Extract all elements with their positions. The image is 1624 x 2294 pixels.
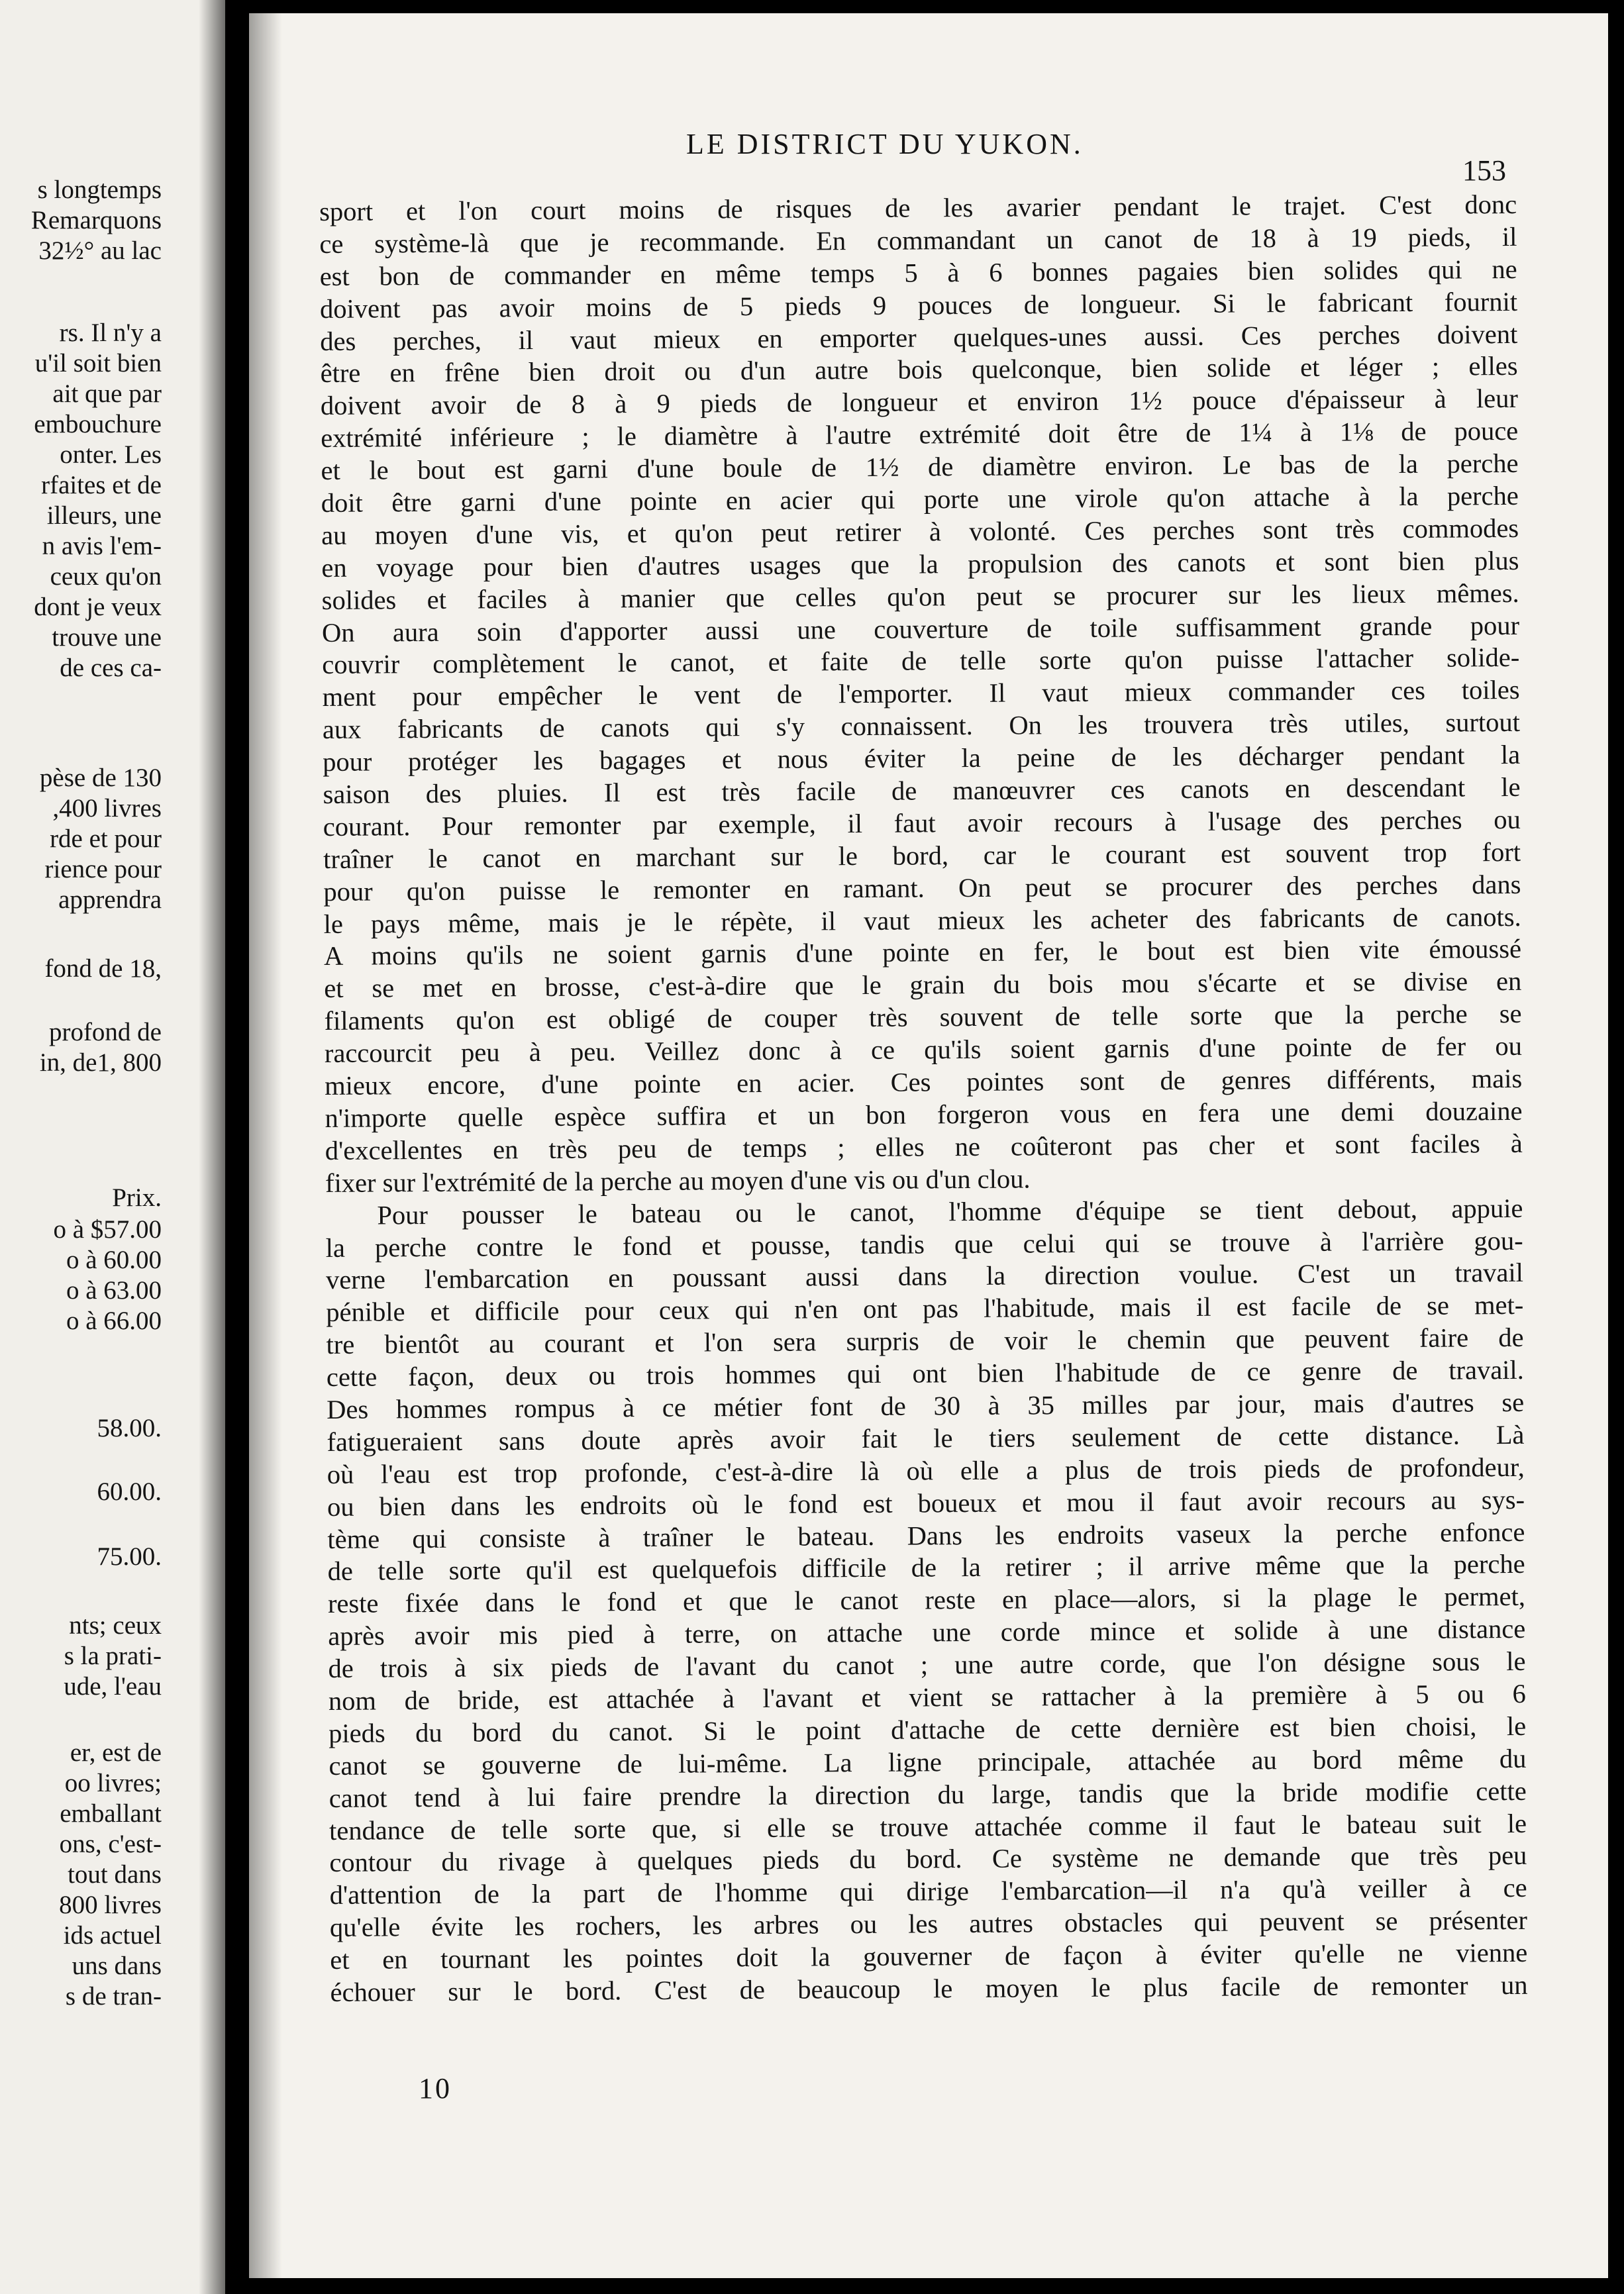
body-line: ou bien dans les endroits où le fond est boueux et mou il faut avoir recours au sys- xyxy=(327,1484,1525,1522)
body-line: Des hommes rompus à ce métier font de 30 à 35 milles par jour, mais d'autres se xyxy=(327,1387,1525,1424)
body-line: fixer sur l'extrémité de la perche au moyen d'une vis ou d'un clou. xyxy=(325,1164,1031,1198)
body-line: cette façon, deux ou trois hommes qui ont bien l'habitude de ce genre de travail. xyxy=(326,1354,1524,1393)
body-line: d'excellentes en très peu de temps ; elles ne coûteront pas cher et sont faciles à xyxy=(325,1128,1523,1166)
body-line: échouer sur le bord. C'est de beaucoup le moyen le plus facile de remonter un xyxy=(330,1970,1528,2007)
running-title: LE DISTRICT DU YUKON. xyxy=(686,128,1084,160)
body-line: la perche contre le fond et pousse, tandis que celui qui se trouve à l'arrière gou- xyxy=(325,1225,1523,1263)
body-line: nom de bride, est attachée à l'avant et vient se rattacher à la première à 5 ou 6 xyxy=(328,1678,1526,1716)
body-line: pénible et difficile pour ceux qui n'en ont pas l'habitude, mais il est facile de se met- xyxy=(326,1290,1524,1328)
body-line: en voyage pour bien d'autres usages que la propulsion des canots et sont bien plus xyxy=(321,545,1519,583)
left-page-line: tout dans xyxy=(68,1860,162,1889)
body-line: filaments qu'on est obligé de couper très souvent de telle sorte que la perche se xyxy=(324,999,1522,1036)
left-page-line: s de tran- xyxy=(65,1982,162,2011)
body-line: canot se gouverne de lui-même. La ligne principale, attachée au bord même du xyxy=(329,1743,1527,1781)
left-page-line: profond de xyxy=(48,1018,162,1046)
left-page-line: rfaites et de xyxy=(41,471,162,499)
body-line: aux fabricants de canots qui s'y connaissent. On les trouvera très utiles, surtout xyxy=(322,707,1521,745)
left-page-line: ons, c'est- xyxy=(59,1830,162,1858)
body-line: pour qu'on puisse le remonter en ramant. On peut se procurer des perches dans xyxy=(323,869,1521,907)
body-line: de telle sorte qu'il est quelquefois difficile de la retirer ; il arrive même que la perche xyxy=(327,1549,1525,1587)
body-line: On aura soin d'apporter aussi une couverture de toile suffisamment grande pour xyxy=(321,610,1520,648)
left-page-line: o à 60.00 xyxy=(66,1246,162,1274)
left-page-line: rs. Il n'y a xyxy=(59,319,162,347)
left-page-line: n avis l'em- xyxy=(42,532,162,560)
book-gutter xyxy=(225,0,249,2294)
body-line: tendance de telle sorte que, si elle se trouve attachée comme il faut le bateau suit le xyxy=(329,1808,1527,1846)
body-line: contour du rivage à quelques pieds du bord. Ce système ne demande que très peu xyxy=(329,1840,1527,1878)
body-line: couvrir complètement le canot, et faite de telle sorte qu'on puisse l'attacher solide- xyxy=(322,642,1520,680)
left-page-line: er, est de xyxy=(70,1738,162,1767)
left-page-line: o à $57.00 xyxy=(53,1215,162,1244)
left-page-line: 60.00. xyxy=(97,1477,162,1506)
body-line: reste fixée dans le fond et que le canot reste en place—alors, si la plage le permet, xyxy=(327,1581,1526,1619)
body-line: pieds du bord du canot. Si le point d'attache de cette dernière est bien choisi, le xyxy=(329,1711,1527,1748)
left-page-line: nts; ceux xyxy=(69,1611,162,1640)
body-line: être en frêne bien droit ou d'un autre bois quelconque, bien solide et léger ; elles xyxy=(320,351,1518,389)
body-line: de trois à six pieds de l'avant du canot ; une autre corde, que l'on désigne sous le xyxy=(328,1646,1526,1684)
body-line: n'importe quelle espèce suffira et un bon forgeron vous en fera une demi douzaine xyxy=(325,1095,1523,1133)
body-line: doivent pas avoir moins de 5 pieds 9 pouces de longueur. Si le fabricant fournit xyxy=(319,286,1518,324)
body-line: canot tend à lui faire prendre la direction du large, tandis que la bride modifie cette xyxy=(329,1775,1527,1813)
body-line: mieux encore, d'une pointe en acier. Ces pointes sont de genres différents, mais xyxy=(325,1063,1523,1101)
left-page-line: o à 63.00 xyxy=(66,1276,162,1305)
body-line: doit être garni d'une pointe en acier qui porte une virole qu'on attache à la perche xyxy=(321,480,1519,519)
left-page-line: ait que par xyxy=(52,379,162,408)
left-page-line: ude, l'eau xyxy=(64,1672,162,1701)
left-page-line: oo livres; xyxy=(64,1769,162,1797)
signature-mark: 10 xyxy=(419,2072,452,2105)
body-line: et le bout est garni d'une boule de 1½ de diamètre environ. Le bas de la perche xyxy=(321,448,1519,486)
left-page-line: apprendra xyxy=(58,885,162,914)
body-line: après avoir mis pied à terre, on attache une corde mince et solide à une distance xyxy=(328,1614,1526,1652)
left-page-fragment xyxy=(0,0,225,2294)
main-page xyxy=(249,13,1608,2278)
left-page-line: u'il soit bien xyxy=(34,349,162,377)
left-page-line: 800 livres xyxy=(59,1891,162,1919)
page-edge-shadow xyxy=(249,13,282,2278)
left-page-line: embouchure xyxy=(34,410,162,438)
page-number: 153 xyxy=(1462,154,1506,187)
body-line: saison des pluies. Il est très facile de manœuvrer ces canots en descendant le xyxy=(323,772,1521,810)
left-page-line: s la prati- xyxy=(64,1642,162,1670)
body-line: doivent avoir de 8 à 9 pieds de longueur et environ 1½ pouce d'épaisseur à leur xyxy=(320,383,1519,421)
body-line: fatigueraient sans doute après avoir fait le tiers seulement de cette distance. Là xyxy=(327,1419,1525,1457)
body-line: le pays même, mais je le répète, il vaut mieux les acheter des fabricants de canots. xyxy=(323,901,1521,939)
left-page-line: rde et pour xyxy=(50,824,162,853)
body-line: Pour pousser le bateau ou le canot, l'homme d'équipe se tient debout, appuie xyxy=(377,1193,1523,1230)
body-line: tre bientôt au courant et l'on sera surpris de voir le chemin que peuvent faire de xyxy=(326,1322,1524,1360)
body-line: pour protéger les bagages et nous éviter la peine de les décharger pendant la xyxy=(323,740,1521,777)
left-page-line: Remarquons xyxy=(30,206,162,234)
left-page-line: Prix. xyxy=(112,1183,162,1212)
body-line: A moins qu'ils ne soient garnis d'une pointe en fer, le bout est bien vite émoussé xyxy=(323,934,1522,972)
body-line: solides et faciles à manier que celles qu'on peut se procurer sur les lieux mêmes. xyxy=(321,577,1519,615)
left-page-line: trouve une xyxy=(52,623,162,652)
left-page-line: de ces ca- xyxy=(60,654,162,682)
left-page-line: in, de1, 800 xyxy=(39,1048,162,1077)
body-line: ce système-là que je recommande. En commandant un canot de 18 à 19 pieds, il xyxy=(319,221,1517,259)
body-line: et se met en brosse, c'est-à-dire que le grain du bois mou s'écarte et se divise en xyxy=(324,966,1522,1004)
body-line: d'attention de la part de l'homme qui dirige l'embarcation—il n'a qu'à veiller à ce xyxy=(329,1873,1527,1911)
left-page-line: illeurs, une xyxy=(46,501,162,530)
body-line: est bon de commander en même temps 5 à 6 bonnes pagaies bien solides qui ne xyxy=(319,254,1517,291)
left-page-line: rience pour xyxy=(44,855,162,883)
left-page-line: ids actuel xyxy=(63,1921,162,1950)
body-line: extrémité inférieure ; le diamètre à l'autre extrémité doit être de 1¼ à 1⅛ de pouce xyxy=(321,416,1519,454)
body-line: où l'eau est trop profonde, c'est-à-dire là où elle a plus de trois pieds de profondeur, xyxy=(327,1452,1525,1489)
body-line: qu'elle évite les rochers, les arbres ou les autres obstacles qui peuvent se présenter xyxy=(329,1905,1528,1943)
body-line: sport et l'on court moins de risques de les avarier pendant le trajet. C'est donc xyxy=(319,189,1517,226)
left-page-line: s longtemps xyxy=(37,175,162,204)
body-line: au moyen d'une vis, et qu'on peut retirer à volonté. Ces perches sont très commodes xyxy=(321,513,1519,550)
body-line: tème qui consiste à traîner le bateau. Dans les endroits vaseux la perche enfonce xyxy=(327,1517,1525,1554)
body-line: ment pour empêcher le vent de l'emporter. Il vaut mieux commander ces toiles xyxy=(322,675,1520,713)
left-page-line: 58.00. xyxy=(97,1414,162,1442)
left-page-line: 75.00. xyxy=(97,1542,162,1571)
body-line: traîner le canot en marchant sur le bord, car le courant est souvent trop fort xyxy=(323,836,1521,874)
left-page-line: 32½° au lac xyxy=(38,236,162,265)
body-line: des perches, il vaut mieux en emporter quelques-unes aussi. Ces perches doivent xyxy=(320,319,1518,356)
left-page-line: ,400 livres xyxy=(52,794,162,823)
body-line: verne l'embarcation en poussant aussi dans la direction voulue. C'est un travail xyxy=(325,1258,1524,1295)
body-text xyxy=(319,189,1528,2009)
left-page-line: emballant xyxy=(60,1799,162,1828)
left-page-line: pèse de 130 xyxy=(39,764,162,792)
body-line: courant. Pour remonter par exemple, il faut avoir recours à l'usage des perches ou xyxy=(323,804,1521,842)
left-page-line: fond de 18, xyxy=(44,954,162,983)
left-page-line: ceux qu'on xyxy=(50,562,162,591)
left-page-line: o à 66.00 xyxy=(66,1307,162,1335)
left-page-line: dont je veux xyxy=(34,593,162,621)
left-page-line: onter. Les xyxy=(60,440,162,469)
body-line: raccourcit peu à peu. Veillez donc à ce qu'ils soient garnis d'une pointe de fer ou xyxy=(324,1031,1523,1069)
left-page-line: uns dans xyxy=(72,1952,162,1980)
body-line: et en tournant les pointes doit la gouverner de façon à éviter qu'elle ne vienne xyxy=(330,1938,1528,1975)
gutter-shadow xyxy=(199,0,225,2294)
